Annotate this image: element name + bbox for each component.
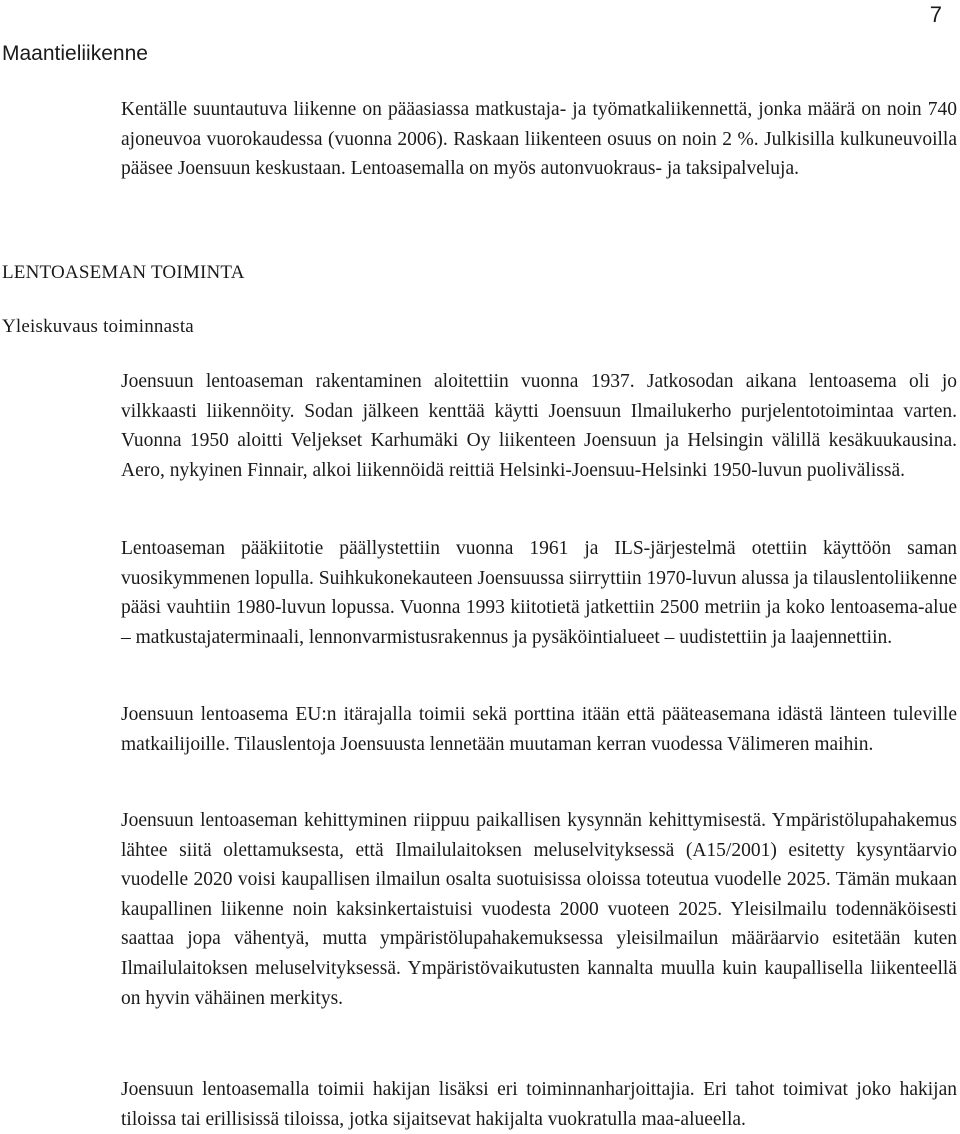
body-paragraph: Joensuun lentoasema EU:n itärajalla toimii sekä porttina itään että pääteasemana idästä länteen tuleville matkailijoille. Tilauslentoja Joensuusta lennetään muutaman kerran vuodessa Välimeren maihin. [121,704,957,755]
body-paragraph: Lentoaseman pääkiitotie päällystettiin vuonna 1961 ja ILS-järjestelmä otettiin käyttöön saman vuosikymmenen lopulla. Suihkukonekauteen Joensuussa siirryttiin 1970-luvun alussa ja tilauslentoliikenne pääsi vauhtiin 1980-luvun lopussa. Vuonna 1993 kiitotietä jatkettiin 2500 metriin ja koko lentoasema-alue – matkustajaterminaali, lennonvarmistusrakennus ja pysäköintialueet – uudistettiin ja laajennettiin. [121,538,957,648]
body-paragraph: Joensuun lentoasemalla toimii hakijan lisäksi eri toiminnanharjoittajia. Eri tahot toimivat joko hakijan tiloissa tai erillisissä tiloissa, jotka sijaitsevat hakijalta vuokratulla maa-alueella. [121,1079,957,1130]
subsection-heading: Yleiskuvaus toiminnasta [2,316,194,337]
intro-paragraph: Kentälle suuntautuva liikenne on pääasiassa matkustaja- ja työmatkaliikennettä, jonka määrä on noin 740 ajoneuvoa vuorokaudessa (vuonna 2006). Raskaan liikenteen osuus on noin 2 %. Julkisilla kulkuneuvoilla pääsee Joensuun keskustaan. Lentoasemalla on myös autonvuokraus- ja taksipalveluja. [121,99,957,180]
page-number: 7 [929,2,942,27]
section-heading: LENTOASEMAN TOIMINTA [2,262,245,283]
running-title: Maantieliikenne [2,42,148,65]
body-paragraph: Joensuun lentoaseman rakentaminen aloitettiin vuonna 1937. Jatkosodan aikana lentoasema oli jo vilkkaasti liikennöity. Sodan jälkeen kenttää käytti Joensuun Ilmailukerho purjelentotoimintaa varten. Vuonna 1950 aloitti Veljekset Karhumäki Oy liikenteen Joensuun ja Helsingin välillä kesäkuukausina. Aero, nykyinen Finnair, alkoi liikennöidä reittiä Helsinki-Joensuu-Helsinki 1950-luvun puolivälissä. [121,371,957,481]
body-paragraph: Joensuun lentoaseman kehittyminen riippuu paikallisen kysynnän kehittymisestä. Ympäristölupahakemus lähtee siitä olettamuksesta, että Ilmailulaitoksen meluselvityksessä (A15/2001) esitetty kysyntäarvio vuodelle 2020 voisi kaupallisen ilmailun osalta suotuisissa oloissa toteutua vuodelle 2025. Tämän mukaan kaupallinen liikenne noin kaksinkertaistuisi vuodesta 2000 vuoteen 2025. Yleisilmailu todennäköisesti saattaa jopa vähentyä, mutta ympäristölupahakemuksessa yleisilmailun määräarvio esitetään kuten Ilmailulaitoksen meluselvityksessä. Ympäristövaikutusten kannalta muulla kuin kaupallisella liikenteellä on hyvin vähäinen merkitys. [121,810,957,1009]
